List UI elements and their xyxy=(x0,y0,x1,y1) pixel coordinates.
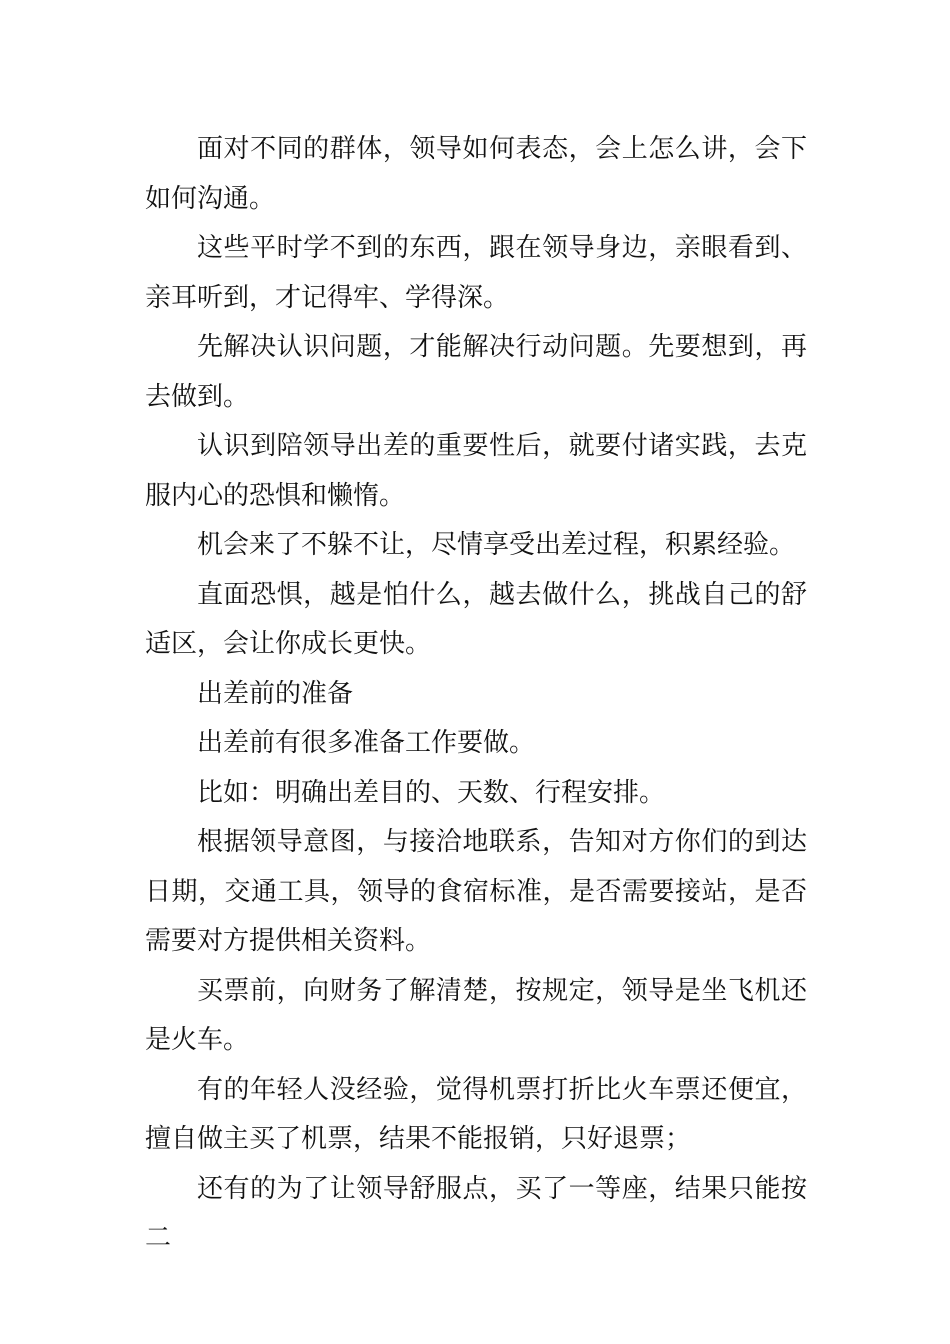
paragraph: 直面恐惧，越是怕什么，越去做什么，挑战自己的舒适区，会让你成长更快。 xyxy=(145,579,807,659)
paragraph: 买票前，向财务了解清楚，按规定，领导是坐飞机还是火车。 xyxy=(145,975,807,1055)
paragraph: 根据领导意图，与接洽地联系，告知对方你们的到达日期，交通工具，领导的食宿标准，是否需要接站，是否需要对方提供相关资料。 xyxy=(145,827,807,956)
paragraph: 认识到陪领导出差的重要性后，就要付诸实践，去克服内心的恐惧和懒惰。 xyxy=(145,431,807,511)
paragraph: 面对不同的群体，领导如何表态，会上怎么讲，会下如何沟通。 xyxy=(145,134,807,214)
paragraph: 还有的为了让领导舒服点，买了一等座，结果只能按二 xyxy=(145,1173,807,1253)
paragraph: 先解决认识问题，才能解决行动问题。先要想到，再去做到。 xyxy=(145,332,807,412)
section-heading: 出差前的准备 xyxy=(197,678,354,709)
paragraph: 出差前有很多准备工作要做。 xyxy=(197,728,536,758)
paragraph: 机会来了不躲不让，尽情享受出差过程，积累经验。 xyxy=(197,530,796,560)
paragraph: 有的年轻人没经验，觉得机票打折比火车票还便宜，擅自做主买了机票，结果不能报销，只好退票； xyxy=(145,1074,807,1154)
document-body xyxy=(145,125,807,1264)
paragraph: 比如：明确出差目的、天数、行程安排。 xyxy=(197,777,666,808)
paragraph: 这些平时学不到的东西，跟在领导身边，亲眼看到、亲耳听到，才记得牢、学得深。 xyxy=(145,233,807,313)
